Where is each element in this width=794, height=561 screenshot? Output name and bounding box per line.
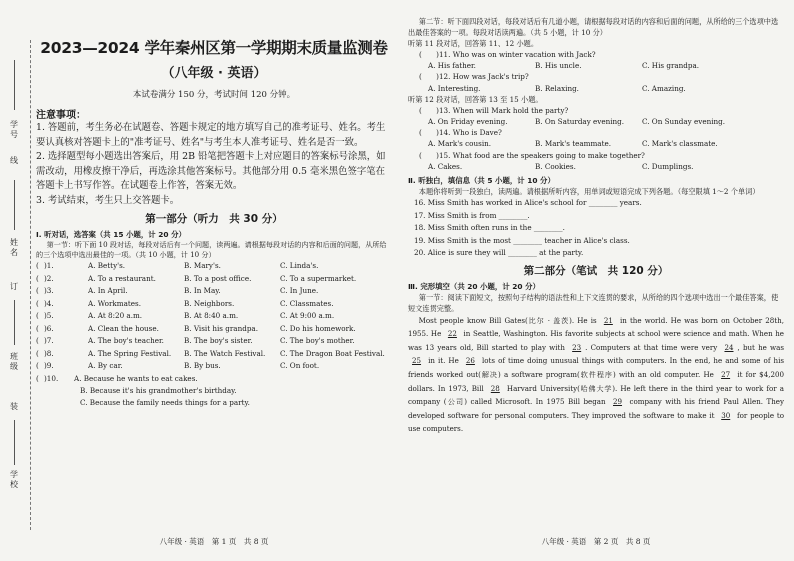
section-heading: Ⅰ. 听对话，选答案（共 15 小题，计 20 分） [36, 230, 186, 239]
class-line [14, 300, 15, 345]
option-c: C. At 9:00 a.m. [280, 311, 335, 321]
options-11 [408, 60, 784, 71]
option-a: A. Because he wants to eat cakes. [74, 373, 198, 383]
page-1 [36, 0, 392, 561]
question-number: )4. [44, 298, 54, 308]
note-item: 1. 答题前，考生务必在试题卷、答题卡规定的地方填写自己的准考证号、姓名。考生要认真核对答题卡上的"准考证号、姓名"与考生本人准考证号、姓名是否一致。 [36, 122, 386, 148]
cloze-passage [408, 314, 784, 436]
option-c: C. Amazing. [642, 83, 686, 93]
option-c: C. On foot. [280, 361, 320, 371]
options-15 [408, 161, 784, 172]
passage-text: . Computers at that time were very [585, 342, 721, 352]
option-a: A. In April. [88, 286, 128, 296]
question-row [36, 310, 392, 323]
passage-text: it for $4,200 dollars. In 1973, Bill [408, 369, 784, 393]
option-b: B. On Saturday evening. [535, 117, 625, 127]
option-b: B. Relaxing. [535, 83, 579, 93]
notes-heading: 注意事项： [36, 110, 86, 121]
passage-text: Harvard University(哈佛大学). He left there in the third year to work for a company (公司) called Microsoft. In 1975 Bill began [408, 383, 784, 407]
passage-text: in Seattle, Washington. His favorite subjects at school were science and math. When he was 13 years old, Bill started to play with [408, 329, 785, 352]
option-c: C. Because the family needs things for a party. [80, 398, 250, 408]
answer-bracket: ( [36, 336, 39, 346]
cut-word-binding: 装 [10, 402, 18, 411]
question-row [36, 285, 392, 298]
name-line [14, 180, 15, 230]
option-b: B. Neighbors. [184, 298, 235, 308]
name-label: 姓名 [10, 238, 18, 257]
option-a: A. Clean the house. [88, 323, 159, 333]
exam-title: 2023—2024 学年秦州区第一学期期末质量监测卷 [40, 39, 388, 57]
answer-bracket: ( [36, 261, 39, 271]
option-c: C. His grandpa. [642, 61, 700, 71]
answer-bracket: ( [36, 311, 39, 321]
question-row [36, 323, 392, 336]
question-number: )5. [44, 311, 54, 321]
class-label: 班级 [10, 352, 18, 371]
question-row [36, 348, 392, 361]
fill-question: 18. Miss Smith often runs in the ________. [414, 223, 565, 233]
option-a: A. His father. [428, 61, 476, 71]
option-b: B. At 8:40 a.m. [184, 311, 239, 321]
option-c: C. To a supermarket. [280, 273, 357, 283]
option-a: A. Workmates. [88, 298, 141, 308]
cut-word: 线 [10, 156, 18, 165]
option-b: B. The boy's sister. [184, 336, 253, 346]
option-a: A. Interesting. [428, 83, 481, 93]
question-number: )3. [44, 286, 54, 296]
option-b: B. Because it's his grandmother's birthday. [80, 386, 237, 396]
option-a: A. The Spring Festival. [88, 348, 172, 358]
question-number: )7. [44, 336, 54, 346]
question-number: )1. [44, 261, 54, 271]
answer-bracket: ( [36, 298, 39, 308]
option-b: B. Cookies. [535, 161, 576, 171]
option-c: C. The boy's mother. [280, 336, 355, 346]
option-a: A. By car. [88, 361, 123, 371]
answer-bracket: ( [36, 323, 39, 333]
option-a: A. Betty's. [88, 261, 126, 271]
fill-question: 19. Miss Smith is the most ________ teacher in Alice's class. [414, 235, 630, 245]
option-b: B. Visit his grandpa. [184, 323, 258, 333]
question-number: )10. [44, 373, 59, 383]
question-row [36, 273, 392, 286]
cut-word-order: 订 [10, 282, 18, 291]
part-two-heading: 第二部分（笔试 共 120 分） [523, 264, 669, 277]
answer-bracket: ( [36, 348, 39, 358]
question-row [36, 360, 392, 373]
passage-text: , but he was [737, 342, 784, 352]
fill-question: 17. Miss Smith is from ________. [414, 210, 530, 220]
cloze-blank: 23 [572, 342, 582, 352]
question-row [36, 298, 392, 311]
options-12 [408, 83, 784, 94]
question-11: ( )11. Who was on winter vacation with Jack? [419, 50, 596, 59]
passage-text: company with his friend Paul Allen. They developed software for personal computers. They improved the software to make it [408, 397, 785, 420]
question-list [36, 260, 392, 373]
question-row [36, 373, 392, 386]
answer-bracket: ( [36, 273, 39, 283]
question-13: ( )13. When will Mark hold the party? [419, 105, 569, 115]
score-note: 本试卷满分 150 分，考试时间 120 分钟。 [132, 90, 296, 100]
option-a: A. At 8:20 a.m. [88, 311, 143, 321]
exam-subtitle: （八年级 · 英语） [161, 66, 267, 81]
school-label: 学校 [10, 470, 18, 489]
cloze-blank: 26 [465, 356, 475, 366]
option-b: B. His uncle. [535, 61, 582, 71]
option-c: C. In June. [280, 286, 319, 296]
student-id-label: 学号 [10, 120, 18, 139]
cloze-blank: 21 [603, 315, 613, 325]
dialog-label: 听第 12 段对话，回答第 13 至 15 小题。 [408, 94, 543, 104]
page-2 [408, 0, 784, 561]
options-14 [408, 138, 784, 149]
option-a: A. To a restaurant. [88, 273, 156, 283]
option-b: B. To a post office. [184, 273, 252, 283]
question-row [36, 260, 392, 273]
option-c: C. Dumplings. [642, 161, 694, 171]
student-id-line [14, 60, 15, 110]
cloze-blank: 30 [721, 410, 731, 420]
section-heading: Ⅱ. 听独白，填信息（共 5 小题，计 10 分） [408, 176, 555, 186]
option-c: C. On Sunday evening. [642, 117, 726, 127]
option-b: B. In May. [184, 286, 221, 296]
fill-question: 20. Alice is sure they will ________ at the party. [414, 248, 584, 258]
school-line [14, 420, 15, 465]
option-c: C. Mark's classmate. [642, 139, 718, 149]
passage-text: Most people know Bill Gates(比尔 · 盖茨). He is [418, 315, 600, 325]
cut-line [30, 40, 31, 530]
question-14: ( )14. Who is Dave? [419, 128, 502, 138]
part-one-heading: 第一部分（听力 共 30 分） [145, 213, 283, 225]
option-b: B. By bus. [184, 361, 221, 371]
option-c: C. Classmates. [280, 298, 334, 308]
passage-text: lots of time doing unusual things with computers. In the end, he and some of his friends worked out(解决) a software program(软件程序) with an old computer. He [408, 356, 784, 379]
passage-text: for people to use computers. [408, 410, 784, 434]
option-a: A. Mark's cousin. [428, 139, 492, 149]
cloze-blank: 28 [490, 383, 500, 393]
option-a: A. The boy's teacher. [88, 336, 164, 346]
page-footer: 八年级 · 英语 第 1 页 共 8 页 [159, 537, 269, 546]
section-heading: Ⅲ. 完形填空（共 20 小题，计 20 分） [408, 281, 540, 291]
answer-bracket: ( [36, 361, 39, 371]
question-15: ( )15. What food are the speakers going to make together? [419, 150, 645, 160]
section-instructions: 第一节：听下面 10 段对话，每段对话后有一个问题，读两遍。请根据每段对话的内容和后面的问题，从所给的三个选项中选出最佳的一项。（共 10 小题，计 10 分） [36, 240, 387, 260]
cloze-blank: 29 [613, 397, 623, 407]
passage-text: in the world. He was born on October 28th, 1955. He [408, 315, 784, 339]
cloze-blank: 25 [412, 356, 422, 366]
options-13 [408, 116, 784, 127]
question-number: )2. [44, 273, 54, 283]
option-b: B. Mark's teammate. [535, 139, 612, 149]
option-a: A. Cakes. [428, 161, 463, 171]
section-instructions: 第二节：听下面四段对话，每段对话后有几道小题，请根据每段对话的内容和后面的问题，从所给的三个选项中选出最佳答案的一项。每段对话读两遍。（共 5 小题，计 10 分） [408, 17, 779, 37]
question-row [36, 335, 392, 348]
option-c: C. Do his homework. [280, 323, 356, 333]
dialog-label: 听第 11 段对话，回答第 11、12 小题。 [408, 39, 539, 48]
option-a: A. On Friday evening. [428, 117, 508, 127]
option-b: B. The Watch Festival. [184, 348, 266, 358]
cloze-blank: 22 [447, 329, 457, 339]
question-12: ( )12. How was Jack's trip? [419, 72, 529, 82]
page-footer: 八年级 · 英语 第 2 页 共 8 页 [541, 537, 651, 546]
cloze-blank: 24 [724, 342, 734, 352]
answer-bracket: ( [36, 373, 39, 383]
passage-text: in it. He [425, 356, 462, 366]
note-item: 3. 考试结束，考生只上交答题卡。 [36, 194, 180, 206]
question-number: )6. [44, 323, 54, 333]
answer-bracket: ( [36, 286, 39, 296]
fill-question: 16. Miss Smith has worked in Alice's school for ________ years. [414, 198, 642, 208]
cloze-blank: 27 [721, 369, 731, 379]
question-number: )8. [44, 348, 54, 358]
option-b: B. Mary's. [184, 261, 221, 271]
question-number: )9. [44, 361, 54, 371]
option-c: C. The Dragon Boat Festival. [280, 348, 385, 358]
section-instructions: 第一节：阅读下面短文，按照句子结构的语法性和上下文连贯的要求，从所给的四个选项中选出一个最佳答案，使短文连贯完整。 [408, 292, 779, 313]
note-item: 2. 选择题型每小题选出答案后，用 2B 铅笔把答题卡上对应题目的答案标号涂黑，如需改动，用橡皮擦干净后，再选涂其他答案标号。其他部分用 0.5 毫米黑色签字笔在答题卡上书写作答。在试题卷上作答，答案无效。 [36, 151, 386, 191]
section-instructions: 本题你将听到一段独白，读两遍。请根据所听内容，用单词或短语完成下列各题。（每空限填 1～2 个单词） [418, 187, 760, 197]
option-c: C. Linda's. [280, 261, 319, 271]
